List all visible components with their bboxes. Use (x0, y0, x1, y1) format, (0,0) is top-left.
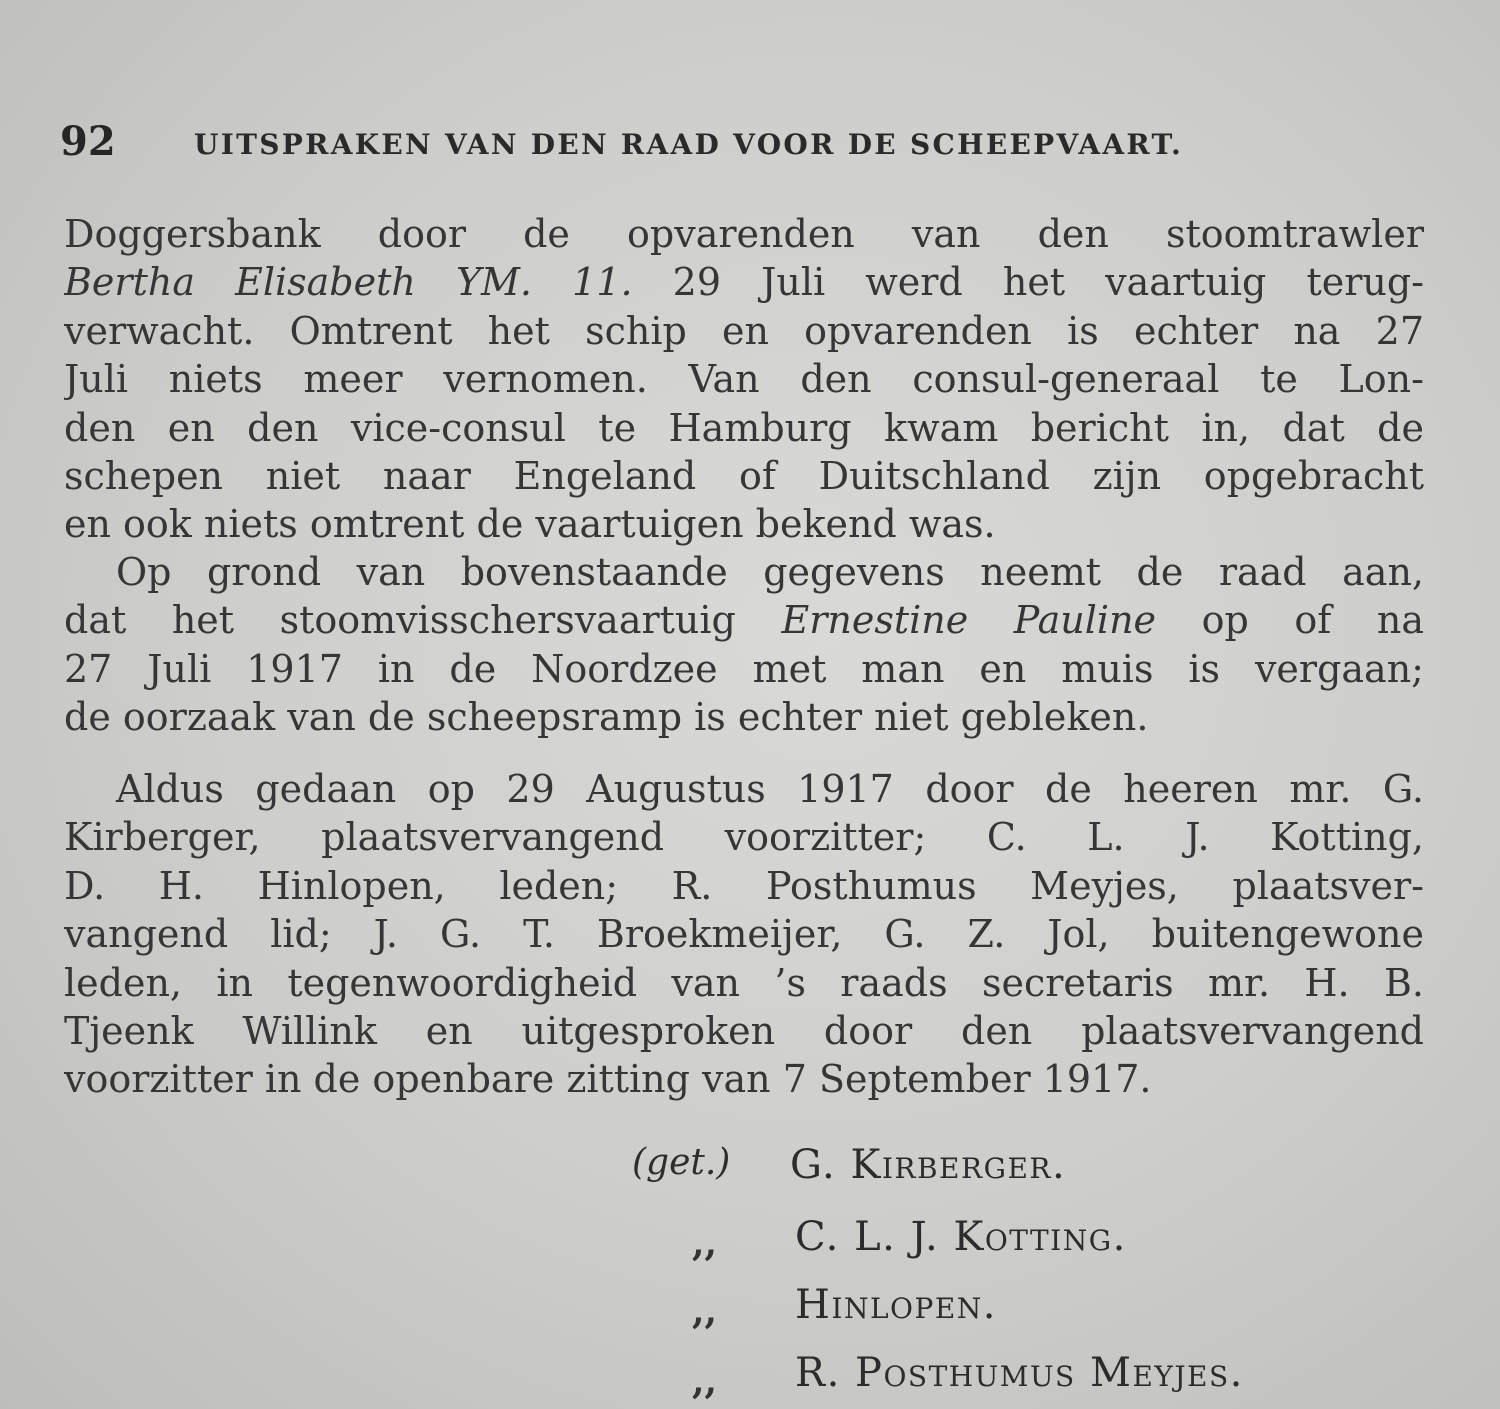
ditto-mark: ,, (692, 1290, 718, 1332)
signatory-name: R. Posthumus Meyjes. (795, 1350, 1244, 1396)
text-fragment: op of na (1156, 598, 1424, 643)
signed-mark: (get.) (632, 1142, 731, 1183)
text-line: leden, in tegenwoordigheid van ’s raads secretaris mr. H. B. (64, 960, 1424, 1005)
text-fragment: 29 Juli werd het vaartuig terug- (632, 260, 1424, 305)
ship-name-italic: Bertha Elisabeth YM. 11. (64, 260, 633, 305)
text-line: verwacht. Omtrent het schip en opvarenden is echter na 27 (64, 308, 1424, 353)
text-line: 27 Juli 1917 in de Noordzee met man en muis is vergaan; (64, 646, 1424, 691)
signatory-name: C. L. J. Kotting. (795, 1214, 1127, 1260)
signatory-name: Hinlopen. (795, 1282, 997, 1328)
text-line: Kirberger, plaatsvervangend voorzitter; C. L. J. Kotting, (64, 815, 1424, 860)
paragraph-2 (64, 548, 1424, 742)
page-number: 92 (60, 118, 116, 165)
text-line: Op grond van bovenstaande gegevens neemt de raad aan, (116, 550, 1424, 594)
text-line: voorzitter in de openbare zitting van 7 September 1917. (64, 1057, 1152, 1102)
text-line: Aldus gedaan op 29 Augustus 1917 door de heeren mr. G. (116, 767, 1424, 811)
text-line: en ook niets omtrent de vaartuigen bekend was. (64, 502, 996, 547)
text-line: Doggersbank door de opvarenden van den stoomtrawler (64, 212, 1424, 256)
ship-name-italic: Ernestine Pauline (781, 598, 1157, 643)
text-line (64, 258, 1424, 306)
text-line: vangend lid; J. G. T. Broekmeijer, G. Z. Jol, buitengewone (64, 912, 1424, 957)
running-head-title: UITSPRAKEN VAN DEN RAAD VOOR DE SCHEEPVAART. (194, 128, 1184, 161)
text-line: Tjeenk Willink en uitgesproken door den plaatsvervangend (64, 1008, 1424, 1053)
text-line: schepen niet naar Engeland of Duitschland zijn opgebracht (64, 453, 1424, 498)
ditto-mark: ,, (692, 1222, 718, 1264)
paragraph-3 (64, 765, 1424, 1104)
text-line: D. H. Hinlopen, leden; R. Posthumus Meyjes, plaatsver- (64, 863, 1424, 908)
text-line (64, 596, 1424, 644)
signatory-name: G. Kirberger. (790, 1142, 1067, 1188)
text-line: de oorzaak van de scheepsramp is echter niet gebleken. (64, 695, 1149, 740)
text-line: den en den vice-consul te Hamburg kwam bericht in, dat de (64, 405, 1424, 450)
text-fragment: dat het stoomvisschersvaartuig (64, 598, 782, 643)
ditto-mark: ,, (692, 1360, 718, 1402)
running-head (60, 118, 1360, 168)
paragraph-1 (64, 210, 1424, 549)
text-line: Juli niets meer vernomen. Van den consul-generaal te Lon- (64, 357, 1424, 402)
